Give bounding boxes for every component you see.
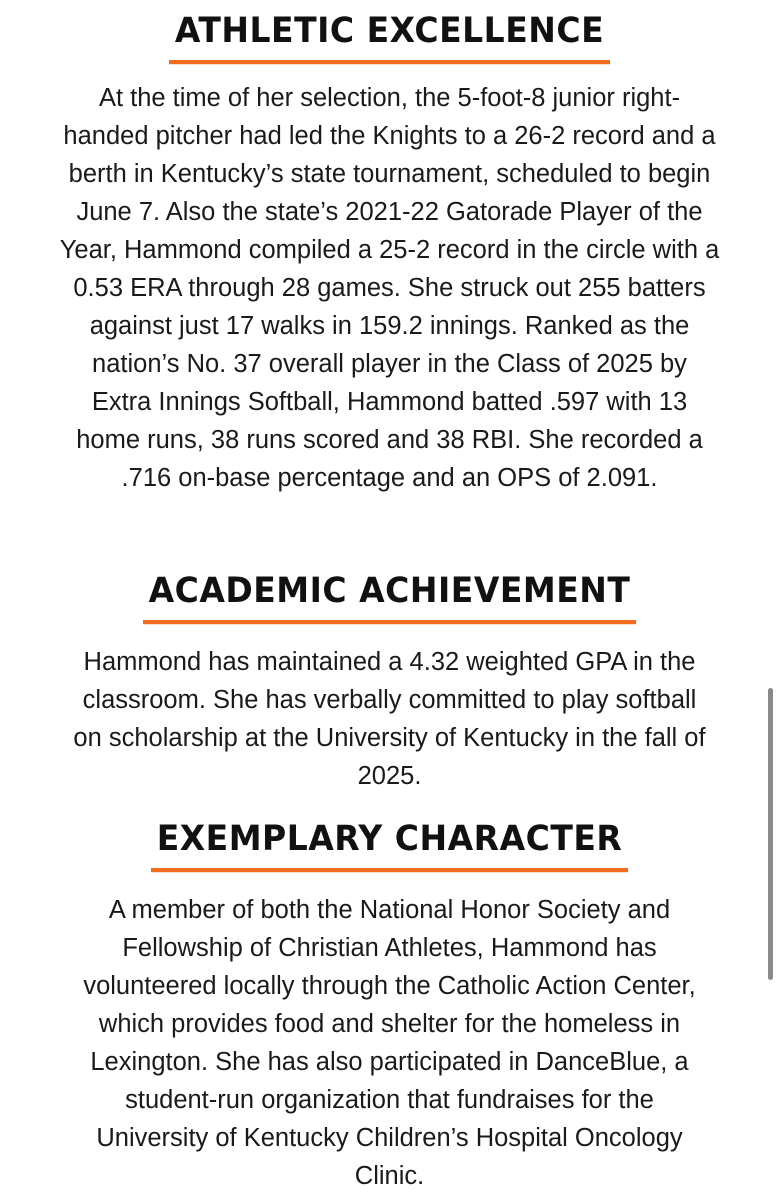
exemplary-character-text: A member of both the National Honor Society and Fellowship of Christian Athletes, Hammond has volunteered locally through the Catholic Action Center, which provides food and shelter for the homeless in Lexington. She has also participated in DanceBlue, a student-run organization that fundraises for the University of Kentucky Children’s Hospital Oncology Clinic. <box>83 896 696 1190</box>
athletic-excellence-text: At the time of her selection, the 5-foot-8 junior right-handed pitcher had led the Knights to a 26-2 record and a berth in Kentucky’s state tournament, scheduled to begin June 7. Also the state’s 2021-22 Gatorade Player of the Year, Hammond compiled a 25-2 record in the circle with a 0.53 ERA through 28 games. She struck out 255 batters against just 17 walks in 159.2 innings. Ranked as the nation’s No. 37 overall player in the Class of 2025 by Extra Innings Softball, Hammond batted .597 with 13 home runs, 38 runs scored and 38 RBI. She recorded a .716 on-base percentage and an OPS of 2.091. <box>59 84 720 492</box>
academic-achievement-text: Hammond has maintained a 4.32 weighted GPA in the classroom. She has verbally committed to play softball on scholarship at the University of Kentucky in the fall of 2025. <box>73 648 706 790</box>
academic-achievement-section <box>0 569 779 795</box>
academic-achievement-heading: ACADEMIC ACHIEVEMENT <box>143 573 637 624</box>
exemplary-character-section <box>0 817 779 1195</box>
athletic-excellence-heading: ATHLETIC EXCELLENCE <box>169 13 610 64</box>
vertical-scrollbar[interactable] <box>768 688 773 980</box>
exemplary-character-heading: EXEMPLARY CHARACTER <box>151 821 629 872</box>
athletic-excellence-section <box>0 9 779 497</box>
